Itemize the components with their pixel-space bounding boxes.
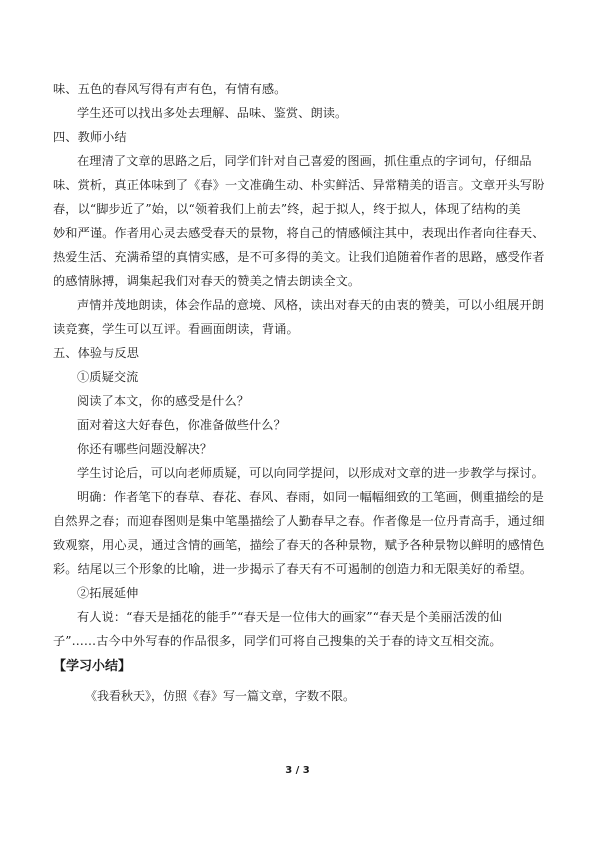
text-line: 彩。结尾以三个形象的比喻，进一步揭示了春天有不可遏制的创造力和无限美好的希望。 — [53, 562, 533, 576]
section-heading-4: 四、教师小结 — [53, 130, 127, 144]
text-line: 味、赏析，真正体味到了《春》一文准确生动、朴实鲜活、异常精美的语言。文章开头写盼 — [53, 178, 545, 192]
text-line: 读竞赛，学生可以互评。看画面朗读，背诵。 — [53, 322, 299, 336]
page-number: 3 / 3 — [285, 765, 310, 776]
text-line: 春，以“脚步近了”始，以“领着我们上前去”终，起于拟人，终于拟人，体现了结构的美 — [53, 202, 521, 216]
text-line: 声情并茂地朗读，体会作品的意境、风格，读出对春天的由衷的赞美，可以小组展开朗 — [77, 298, 544, 312]
text-line: 热爱生活、充满希望的真情实感，是不可多得的美文。让我们追随着作者的思路，感受作者 — [53, 250, 545, 264]
text-line: 致观察，用心灵，通过含情的画笔，描绘了春天的各种景物，赋予各种景物以鲜明的感情色 — [53, 538, 545, 552]
section-heading-5: 五、体验与反思 — [53, 346, 140, 360]
subsection-heading: ①质疑交流 — [77, 370, 139, 384]
assignment-text: 《我看秋天》，仿照《春》写一篇文章，字数不限。 — [85, 689, 356, 703]
text-line: 妙和严谨。作者用心灵去感受春天的景物，将自己的情感倾注其中，表现出作者向往春天、 — [53, 226, 545, 240]
text-line: 的感情脉搏，调集起我们对春天的赞美之情去朗读全文。 — [53, 274, 361, 288]
text-line: 你还有哪些问题没解决？ — [77, 442, 213, 456]
text-line: 自然界之春；而迎春图则是集中笔墨描绘了人勤春早之春。作者像是一位丹青高手，通过细 — [53, 514, 545, 528]
text-line: 在理清了文章的思路之后，同学们针对自己喜爱的图画，抓住重点的字词句，仔细品 — [77, 154, 532, 168]
text-line: 味、五色的春风写得有声有色，有情有感。 — [53, 82, 287, 96]
text-line: 学生还可以找出多处去理解、品味、鉴赏、朗读。 — [77, 106, 348, 120]
text-line: 面对着这大好春色，你准备做些什么？ — [77, 418, 286, 432]
study-summary-heading: 【学习小结】 — [53, 659, 132, 674]
text-line: 阅读了本文，你的感受是什么？ — [77, 394, 250, 408]
text-line: 学生讨论后，可以向老师质疑，可以向同学提问，以形成对文章的进一步教学与探讨。 — [77, 466, 544, 480]
text-line: 子”……古今中外写春的作品很多，同学们可将自己搜集的关于春的诗文互相交流。 — [53, 634, 502, 648]
subsection-heading: ②拓展延伸 — [77, 586, 139, 600]
text-line: 有人说：“春天是插花的能手”“春天是一位伟大的画家”“春天是个美丽活泼的仙 — [77, 610, 502, 624]
text-line: 明确：作者笔下的春草、春花、春风、春雨，如同一幅幅细致的工笔画，侧重描绘的是 — [77, 490, 544, 504]
